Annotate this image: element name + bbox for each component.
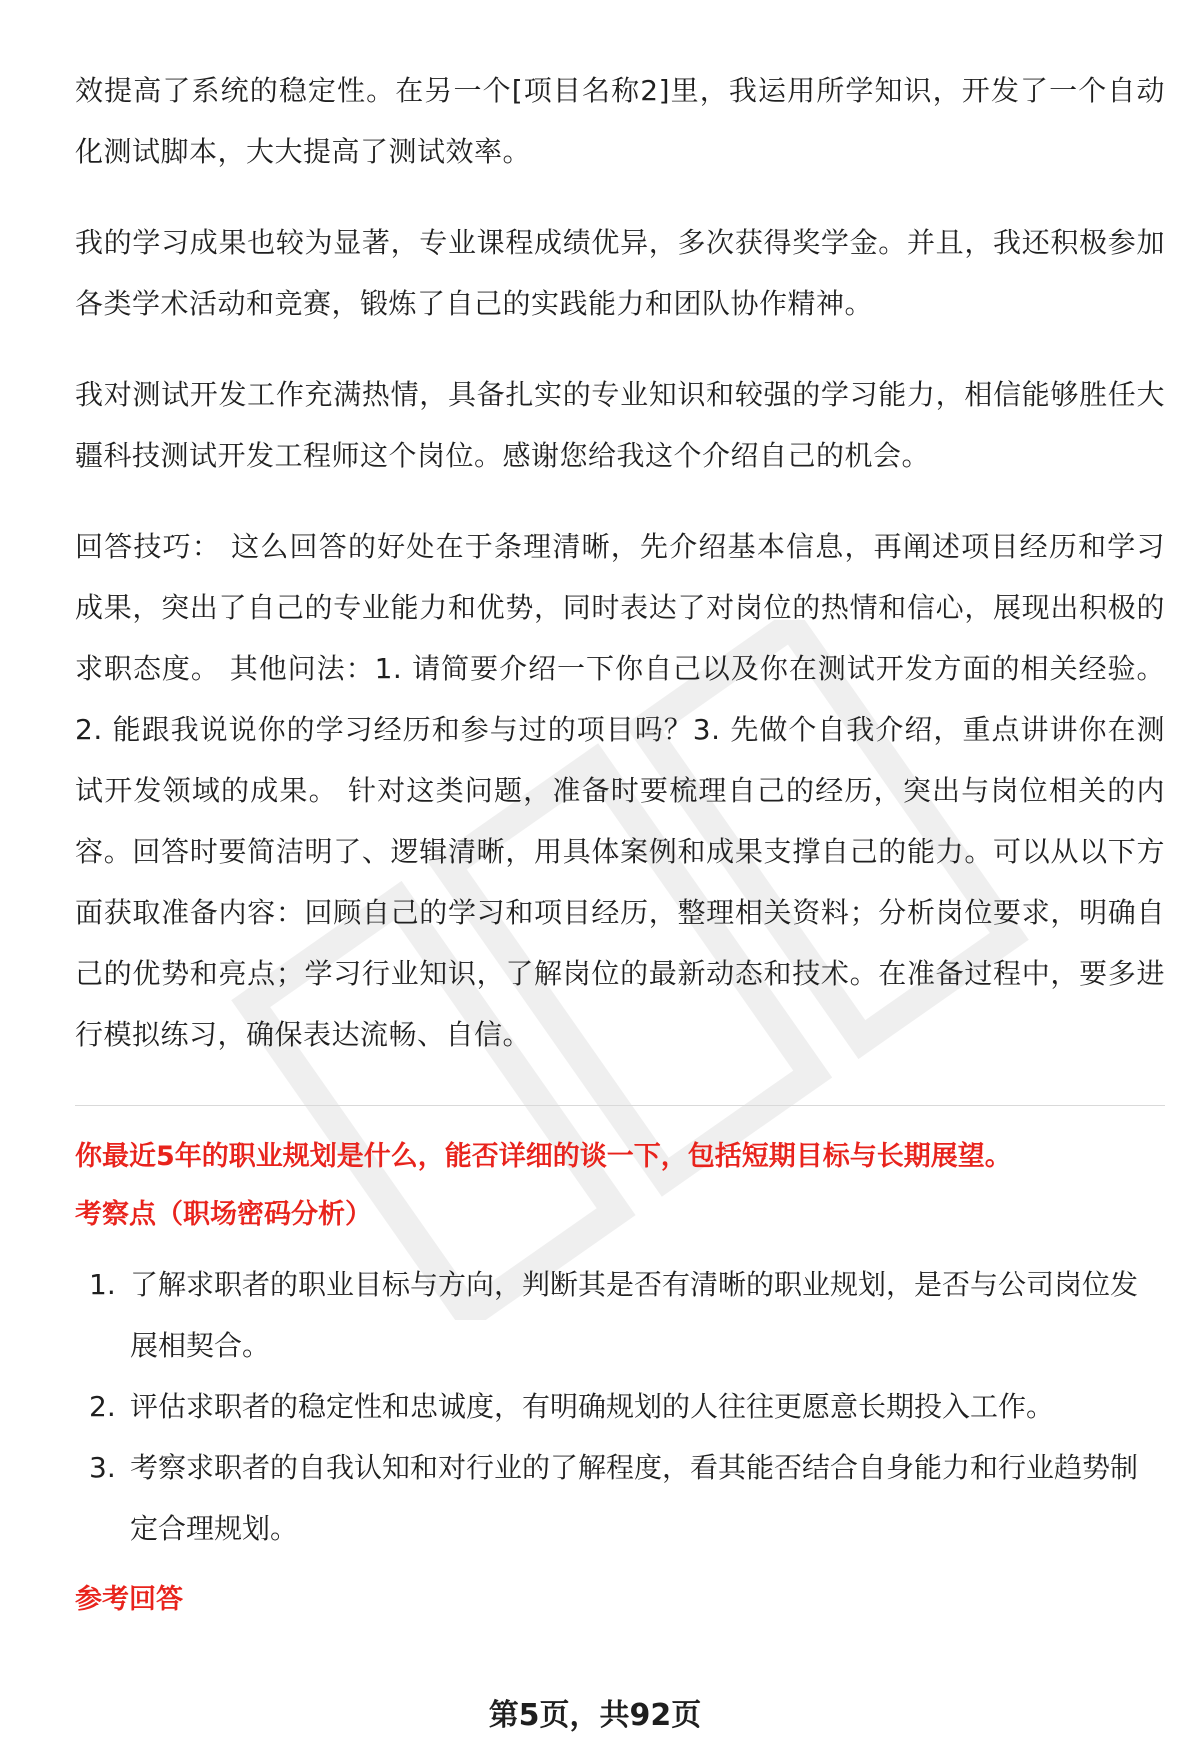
section-divider [75, 1105, 1165, 1106]
list-item [75, 1376, 1165, 1437]
points-heading: 考察点（职场密码分析） [75, 1199, 372, 1230]
points-list [75, 1254, 1165, 1559]
list-item-number: 3. [89, 1451, 116, 1484]
reference-answer-heading: 参考回答 [75, 1584, 183, 1615]
answer-tips-paragraph: 回答技巧： 这么回答的好处在于条理清晰，先介绍基本信息，再阐述项目经历和学习成果，突出了自己的专业能力和优势，同时表达了对岗位的热情和信心，展现出积极的求职态度。 其他问法：1. 请简要介绍一下你自己以及你在测试开发方面的相关经验。2. 能跟我说说你的学习经历和参与过的项目吗？3. 先做个自我介绍，重点讲讲你在测试开发领域的成果。 针对这类问题，准备时要梳理自己的经历，突出与岗位相关的内容。回答时要简洁明了、逻辑清晰，用具体案例和成果支撑自己的能力。可以从以下方面获取准备内容：回顾自己的学习和项目经历，整理相关资料；分析岗位要求，明确自己的优势和亮点；学习行业知识，了解岗位的最新动态和技术。在准备过程中，要多进行模拟练习，确保表达流畅、自信。 [75, 530, 1165, 1051]
interview-question: 你最近5年的职业规划是什么，能否详细的谈一下，包括短期目标与长期展望。 [75, 1141, 1012, 1172]
list-item-text: 考察求职者的自我认知和对行业的了解程度，看其能否结合自身能力和行业趋势制定合理规划。 [130, 1451, 1139, 1545]
list-item-text: 评估求职者的稳定性和忠诚度，有明确规划的人往往更愿意长期投入工作。 [130, 1390, 1055, 1423]
list-item-number: 2. [89, 1390, 116, 1423]
list-item [75, 1437, 1165, 1559]
list-item [75, 1254, 1165, 1376]
list-item-text: 了解求职者的职业目标与方向，判断其是否有清晰的职业规划，是否与公司岗位发展相契合。 [130, 1268, 1139, 1362]
main-content [75, 60, 1165, 1629]
list-item-number: 1. [89, 1268, 116, 1301]
page-number-footer: 第5页，共92页 [488, 1698, 702, 1733]
paragraph: 我对测试开发工作充满热情，具备扎实的专业知识和较强的学习能力，相信能够胜任大疆科技测试开发工程师这个岗位。感谢您给我这个介绍自己的机会。 [75, 378, 1165, 472]
paragraph: 我的学习成果也较为显著，专业课程成绩优异，多次获得奖学金。并且，我还积极参加各类学术活动和竞赛，锻炼了自己的实践能力和团队协作精神。 [75, 226, 1165, 320]
paragraph: 效提高了系统的稳定性。在另一个[项目名称2]里，我运用所学知识，开发了一个自动化测试脚本，大大提高了测试效率。 [75, 74, 1165, 168]
